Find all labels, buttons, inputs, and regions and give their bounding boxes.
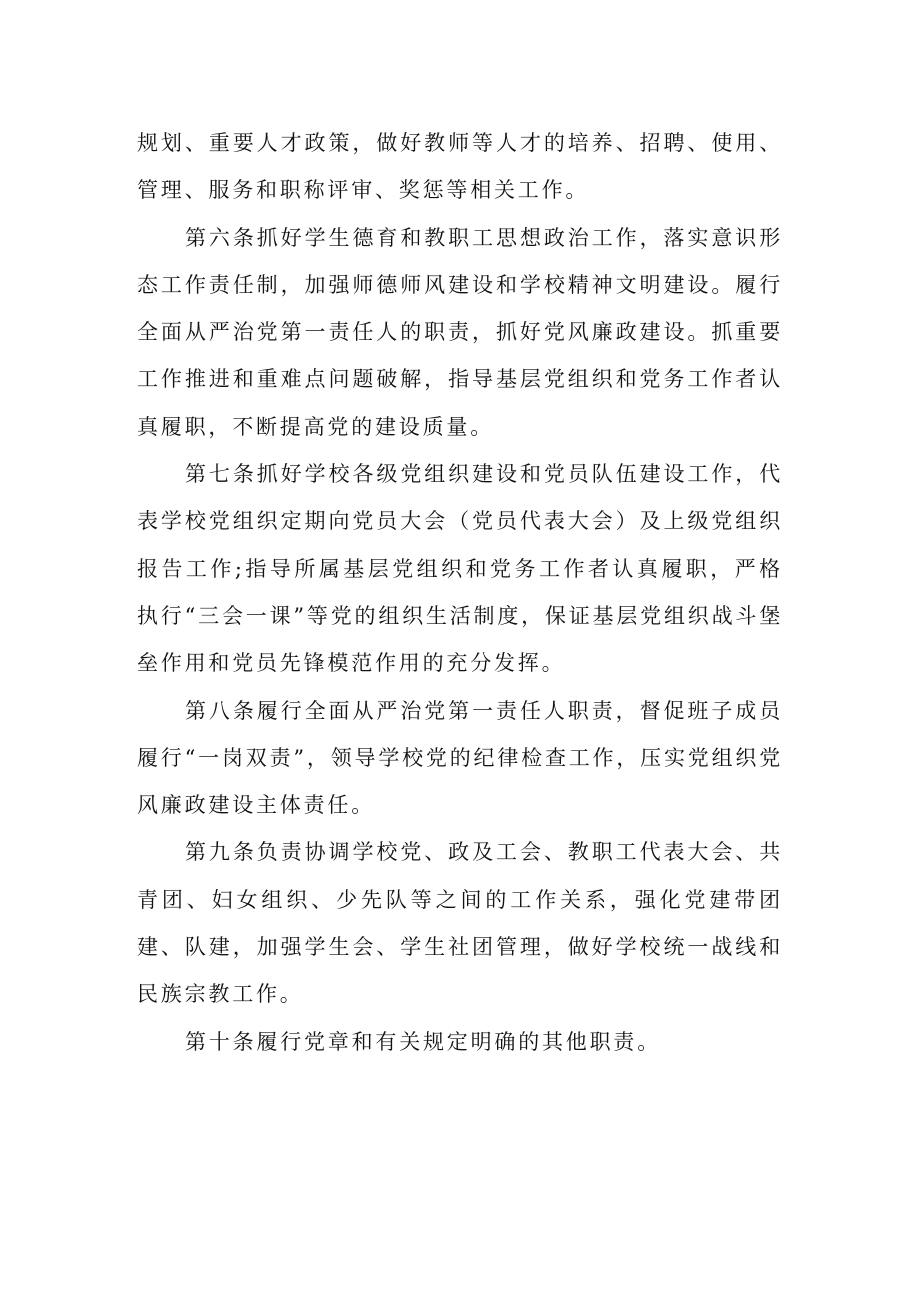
paragraph-article-9: 第九条负责协调学校党、政及工会、教职工代表大会、共青团、妇女组织、少先队等之间的工作关系，强化党建带团建、队建，加强学生会、学生社团管理，做好学校统一战线和民族宗教工作。 (137, 840, 783, 1007)
paragraph-article-8: 第八条履行全面从严治党第一责任人职责，督促班子成员履行“一岗双责”，领导学校党的纪律检查工作，压实党组织党风廉政建设主体责任。 (137, 698, 783, 818)
paragraph-continuation: 规划、重要人才政策，做好教师等人才的培养、招聘、使用、管理、服务和职称评审、奖惩等相关工作。 (137, 131, 783, 203)
document-body (137, 120, 783, 1066)
paragraph-article-10: 第十条履行党章和有关规定明确的其他职责。 (185, 1029, 661, 1054)
paragraph-article-6: 第六条抓好学生德育和教职工思想政治工作，落实意识形态工作责任制，加强师德师风建设和学校精神文明建设。履行全面从严治党第一责任人的职责，抓好党风廉政建设。抓重要工作推进和重难点问题破解，指导基层党组织和党务工作者认真履职，不断提高党的建设质量。 (137, 225, 783, 439)
paragraph-article-7: 第七条抓好学校各级党组织建设和党员队伍建设工作，代表学校党组织定期向党员大会（党员代表大会）及上级党组织报告工作;指导所属基层党组织和党务工作者认真履职，严格执行“三会一课”等党的组织生活制度，保证基层党组织战斗堡垒作用和党员先锋模范作用的充分发挥。 (137, 462, 783, 676)
